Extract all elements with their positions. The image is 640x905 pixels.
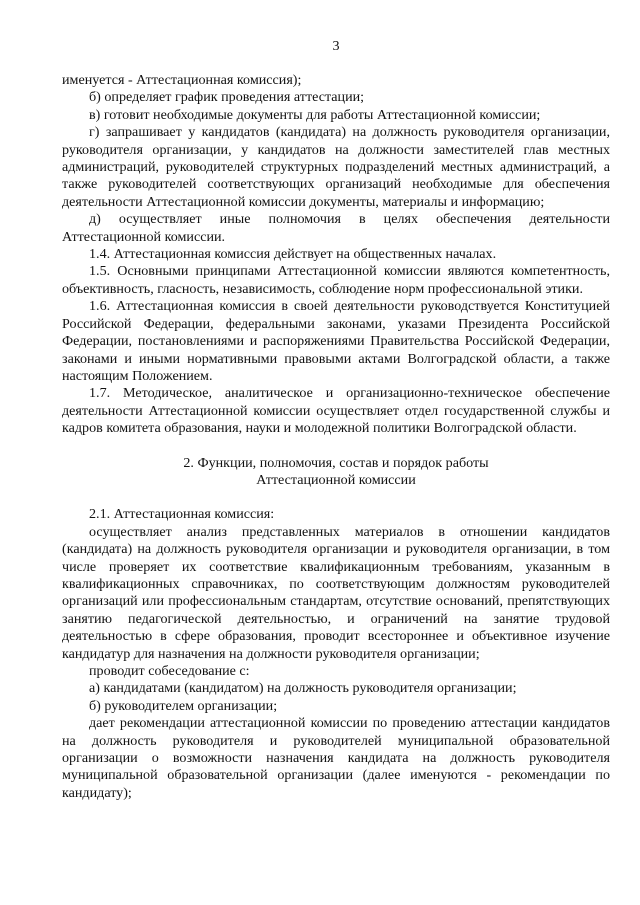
paragraph: 1.4. Аттестационная комиссия действует на общественных началах. bbox=[89, 246, 497, 263]
paragraph: 2.1. Аттестационная комиссия: bbox=[89, 506, 275, 523]
paragraph: 1.5. Основными принципами Аттестационной комиссии являются компетентность, объективность, гласность, независимость, соблюдение норм профессиональной этики. bbox=[62, 263, 610, 297]
paragraph: в) готовит необходимые документы для работы Аттестационной комиссии; bbox=[89, 106, 541, 123]
paragraph: проводит собеседование с: bbox=[89, 663, 250, 679]
paragraph: д) осуществляет иные полномочия в целях обеспечения деятельности Аттестационной комиссии. bbox=[62, 211, 610, 245]
section-heading-line: Аттестационной комиссии bbox=[256, 471, 416, 488]
page-number: 3 bbox=[332, 38, 340, 54]
paragraph: г) запрашивает у кандидатов (кандидата) на должность руководителя организации, руководителя организации, у кандидатов на должности заместителей глав местных администраций, руководителей структурных подразделений местных администраций, а также руководителей соответствующих организаций необходимые для обеспечения деятельности Аттестационной комиссии документы, материалы и информацию; bbox=[62, 124, 610, 210]
paragraph: дает рекомендации аттестационной комиссии по проведению аттестации кандидатов на должность руководителя и руководителей муниципальной образовательной организации о возможности назначения кандидата на должность руководителя муниципальной образовательной организации (далее именуются - рекомендации по кандидату); bbox=[62, 715, 610, 801]
paragraph: б) определяет график проведения аттестации; bbox=[89, 89, 365, 106]
section-heading-line: 2. Функции, полномочия, состав и порядок работы bbox=[183, 454, 489, 471]
paragraph: 1.7. Методическое, аналитическое и организационно-техническое обеспечение деятельности Аттестационной комиссии осуществляет отдел государственной службы и кадров комитета образования, науки и молодежной политики Волгоградской области. bbox=[62, 385, 610, 437]
section-heading bbox=[62, 455, 610, 490]
paragraph: осуществляет анализ представленных материалов в отношении кандидатов (кандидата) на должность руководителя организации и руководителя организации, в том числе проверяет их соответствие квалификационным требованиям, указанным в квалификационных справочниках, по соответствующим должностям руководителей организаций или профессиональным стандартам, отсутствие оснований, препятствующих занятию педагогической деятельностью, и ограничений на занятие трудовой деятельностью в сфере образования, проводит всестороннее и объективное изучение кандидатур для назначения на должности руководителя организации; bbox=[62, 523, 610, 662]
spacer bbox=[62, 489, 610, 506]
paragraph: 1.6. Аттестационная комиссия в своей деятельности руководствуется Конституцией Российской Федерации, федеральными законами, указами Президента Российской Федерации, постановлениями и распоряжениями Правительства Российской Федерации, законами и иными нормативными правовыми актами Волгоградской области, а также настоящим Положением. bbox=[62, 298, 610, 384]
paragraph: именуется - Аттестационная комиссия); bbox=[62, 72, 302, 88]
document-page bbox=[62, 0, 610, 802]
paragraph: б) руководителем организации; bbox=[89, 697, 278, 714]
paragraph: а) кандидатами (кандидатом) на должность руководителя организации; bbox=[89, 680, 517, 697]
